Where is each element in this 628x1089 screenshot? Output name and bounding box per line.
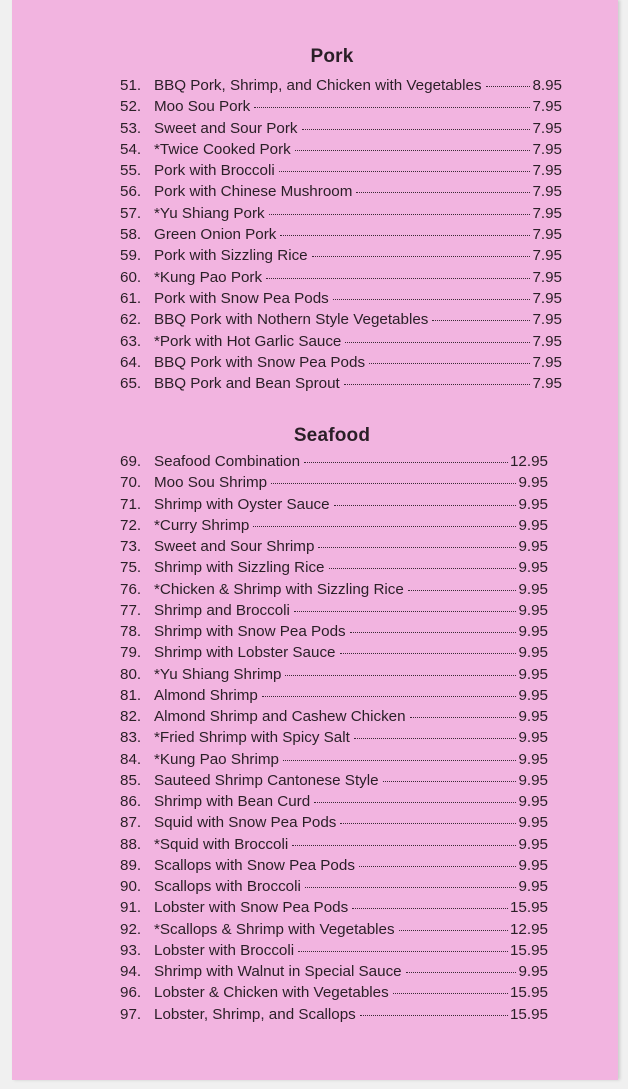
menu-item [120,984,548,1005]
menu-item [120,793,548,814]
item-name: *Chicken & Shrimp with Sizzling Rice [154,580,404,598]
item-price: 9.95 [518,963,548,980]
item-number: 71. [120,495,142,513]
menu-item [120,141,562,162]
item-price: 7.95 [532,247,562,265]
item-name: *Fried Shrimp with Spicy Salt [154,729,350,747]
item-number: 93. [120,941,142,959]
item-number: 89. [120,856,142,874]
menu-item [120,311,562,332]
dot-leader [360,1015,508,1016]
item-number: 81. [120,686,142,704]
item-name: Sweet and Sour Shrimp [154,538,315,555]
item-price: 7.95 [532,375,562,393]
item-name: Pork with Chinese Mushroom [154,183,353,201]
item-number: 72. [120,516,142,534]
dot-leader [302,129,531,130]
item-price: 9.95 [518,856,548,874]
item-name: Sauteed Shrimp Cantonese Style [154,771,379,789]
dot-leader [399,930,508,931]
item-name: *Curry Shrimp [154,516,250,534]
dot-leader [279,171,531,172]
item-price: 9.95 [518,559,548,577]
item-number: 53. [120,119,142,137]
dot-leader [410,717,517,718]
item-number: 79. [120,644,142,662]
item-number: 78. [120,623,142,640]
item-price: 9.95 [518,729,548,747]
item-number: 59. [120,247,142,265]
item-price: 9.95 [518,474,548,492]
dot-leader [356,192,530,193]
menu-item [120,836,548,857]
menu-item [120,814,548,835]
item-number: 63. [120,332,142,350]
item-price: 9.95 [518,665,548,683]
dot-leader [393,993,508,994]
menu-item [120,77,562,98]
item-price: 9.95 [518,623,548,640]
item-number: 87. [120,814,142,832]
menu-item [120,963,548,984]
item-price: 7.95 [532,140,562,158]
item-number: 69. [120,453,142,470]
menu-item [120,708,548,729]
menu-item [120,120,562,141]
dot-leader [354,738,517,739]
dot-leader [294,611,517,612]
dot-leader [432,320,530,321]
item-name: Almond Shrimp and Cashew Chicken [154,708,406,725]
item-price: 7.95 [532,226,562,244]
item-price: 9.95 [518,814,548,832]
item-name: BBQ Pork with Snow Pea Pods [154,353,366,371]
menu-item [120,666,548,687]
dot-leader [269,214,531,215]
item-price: 9.95 [518,750,548,768]
item-name: Moo Sou Pork [154,98,251,116]
item-number: 76. [120,580,142,598]
item-number: 60. [120,268,142,286]
dot-leader [344,384,531,385]
dot-leader [350,632,517,633]
item-name: Scallops with Snow Pea Pods [154,856,355,874]
menu-item [120,496,548,517]
item-price: 9.95 [518,516,548,534]
menu-item [120,354,562,375]
dot-leader [369,363,530,364]
item-number: 85. [120,771,142,789]
item-name: *Squid with Broccoli [154,835,289,853]
item-price: 7.95 [532,183,562,201]
item-name: Shrimp with Lobster Sauce [154,644,336,662]
dot-leader [340,823,516,824]
menu-item [120,247,562,268]
menu-item [120,581,548,602]
item-price: 9.95 [518,580,548,598]
item-price: 15.95 [509,899,548,917]
dot-leader [295,150,531,151]
item-name: *Pork with Hot Garlic Sauce [154,332,342,350]
dot-leader [329,568,517,569]
menu-item [120,333,562,354]
dot-leader [285,675,516,676]
item-number: 86. [120,793,142,810]
menu-item [120,857,548,878]
menu-item [120,602,548,623]
item-name: *Yu Shiang Shrimp [154,665,282,683]
menu-item [120,453,548,474]
item-name: BBQ Pork, Shrimp, and Chicken with Vegetables [154,77,482,94]
item-name: *Kung Pao Pork [154,268,263,286]
menu-item [120,474,548,495]
menu-item [120,290,562,311]
dot-leader [266,278,530,279]
item-number: 54. [120,140,142,158]
item-name: Shrimp with Snow Pea Pods [154,623,346,640]
menu-item [120,772,548,793]
item-name: Lobster with Snow Pea Pods [154,899,349,917]
item-number: 90. [120,878,142,895]
item-price: 8.95 [532,77,562,94]
item-name: Moo Sou Shrimp [154,474,268,492]
menu-item [120,269,562,290]
menu-item [120,538,548,559]
menu-item [120,162,562,183]
item-name: Shrimp with Oyster Sauce [154,495,330,513]
item-price: 9.95 [518,644,548,662]
item-name: Almond Shrimp [154,686,258,704]
section-title-seafood: Seafood [293,425,371,446]
item-name: *Twice Cooked Pork [154,140,291,158]
item-number: 94. [120,963,142,980]
item-number: 75. [120,559,142,577]
dot-leader [262,696,517,697]
item-name: Pork with Snow Pea Pods [154,289,329,307]
item-price: 7.95 [532,119,562,137]
item-price: 7.95 [532,289,562,307]
dot-leader [298,951,508,952]
dot-leader [408,590,517,591]
menu-item [120,921,548,942]
dot-leader [304,462,508,463]
item-name: Lobster, Shrimp, and Scallops [154,1005,356,1023]
item-name: Lobster & Chicken with Vegetables [154,984,389,1002]
dot-leader [333,299,531,300]
item-price: 9.95 [518,538,548,555]
item-price: 15.95 [509,941,548,959]
menu-item [120,559,548,580]
pork-menu-list [120,77,562,396]
dot-leader [318,547,516,548]
dot-leader [283,760,516,761]
item-price: 9.95 [518,878,548,895]
item-name: Lobster with Broccoli [154,941,295,959]
item-name: Shrimp and Broccoli [154,601,290,619]
menu-item [120,687,548,708]
item-price: 7.95 [532,332,562,350]
item-name: Shrimp with Walnut in Special Sauce [154,963,402,980]
item-price: 9.95 [518,793,548,810]
item-price: 7.95 [532,353,562,371]
dot-leader [345,342,530,343]
item-number: 88. [120,835,142,853]
dot-leader [406,972,517,973]
menu-item [120,644,548,665]
item-number: 55. [120,162,142,180]
item-price: 9.95 [518,708,548,725]
item-price: 7.95 [532,268,562,286]
item-name: *Kung Pao Shrimp [154,750,279,768]
item-name: BBQ Pork and Bean Sprout [154,375,340,393]
dot-leader [312,256,531,257]
item-number: 56. [120,183,142,201]
menu-item [120,183,562,204]
item-number: 61. [120,289,142,307]
item-price: 15.95 [509,984,548,1002]
item-number: 52. [120,98,142,116]
item-name: Seafood Combination [154,453,301,470]
menu-item [120,751,548,772]
menu-item [120,98,562,119]
item-price: 9.95 [518,495,548,513]
menu-item [120,226,562,247]
menu-item [120,878,548,899]
item-name: BBQ Pork with Nothern Style Vegetables [154,311,429,329]
dot-leader [486,86,531,87]
dot-leader [352,908,508,909]
item-name: *Yu Shiang Pork [154,204,265,222]
item-name: Pork with Broccoli [154,162,275,180]
dot-leader [280,235,530,236]
menu-item [120,1006,548,1027]
item-number: 64. [120,353,142,371]
item-number: 62. [120,311,142,329]
dot-leader [314,802,516,803]
item-name: *Scallops & Shrimp with Vegetables [154,920,395,938]
item-price: 9.95 [518,835,548,853]
item-number: 97. [120,1005,142,1023]
item-name: Shrimp with Sizzling Rice [154,559,325,577]
item-price: 7.95 [532,204,562,222]
dot-leader [271,483,516,484]
item-number: 57. [120,204,142,222]
item-number: 91. [120,899,142,917]
item-name: Green Onion Pork [154,226,277,244]
item-number: 51. [120,77,142,94]
item-number: 92. [120,920,142,938]
dot-leader [253,526,516,527]
menu-item [120,623,548,644]
item-price: 7.95 [532,98,562,116]
item-name: Sweet and Sour Pork [154,119,298,137]
menu-item [120,517,548,538]
item-number: 82. [120,708,142,725]
item-name: Squid with Snow Pea Pods [154,814,337,832]
item-number: 96. [120,984,142,1002]
item-price: 7.95 [532,311,562,329]
menu-item [120,205,562,226]
item-price: 9.95 [518,686,548,704]
item-number: 77. [120,601,142,619]
item-price: 15.95 [509,1005,548,1023]
item-price: 7.95 [532,162,562,180]
item-price: 12.95 [509,920,548,938]
menu-item [120,942,548,963]
dot-leader [359,866,517,867]
dot-leader [383,781,517,782]
item-number: 80. [120,665,142,683]
item-number: 70. [120,474,142,492]
item-name: Shrimp with Bean Curd [154,793,311,810]
menu-page [12,0,618,1080]
item-number: 65. [120,375,142,393]
menu-item [120,375,562,396]
item-price: 12.95 [509,453,548,470]
menu-item [120,899,548,920]
item-number: 84. [120,750,142,768]
item-number: 83. [120,729,142,747]
dot-leader [305,887,517,888]
item-number: 73. [120,538,142,555]
dot-leader [254,107,530,108]
section-title-pork: Pork [310,46,354,67]
dot-leader [340,653,517,654]
seafood-menu-list [120,453,548,1027]
item-number: 58. [120,226,142,244]
menu-item [120,729,548,750]
item-price: 9.95 [518,771,548,789]
dot-leader [292,845,516,846]
item-name: Pork with Sizzling Rice [154,247,308,265]
item-name: Scallops with Broccoli [154,878,301,895]
item-price: 9.95 [518,601,548,619]
dot-leader [334,505,517,506]
